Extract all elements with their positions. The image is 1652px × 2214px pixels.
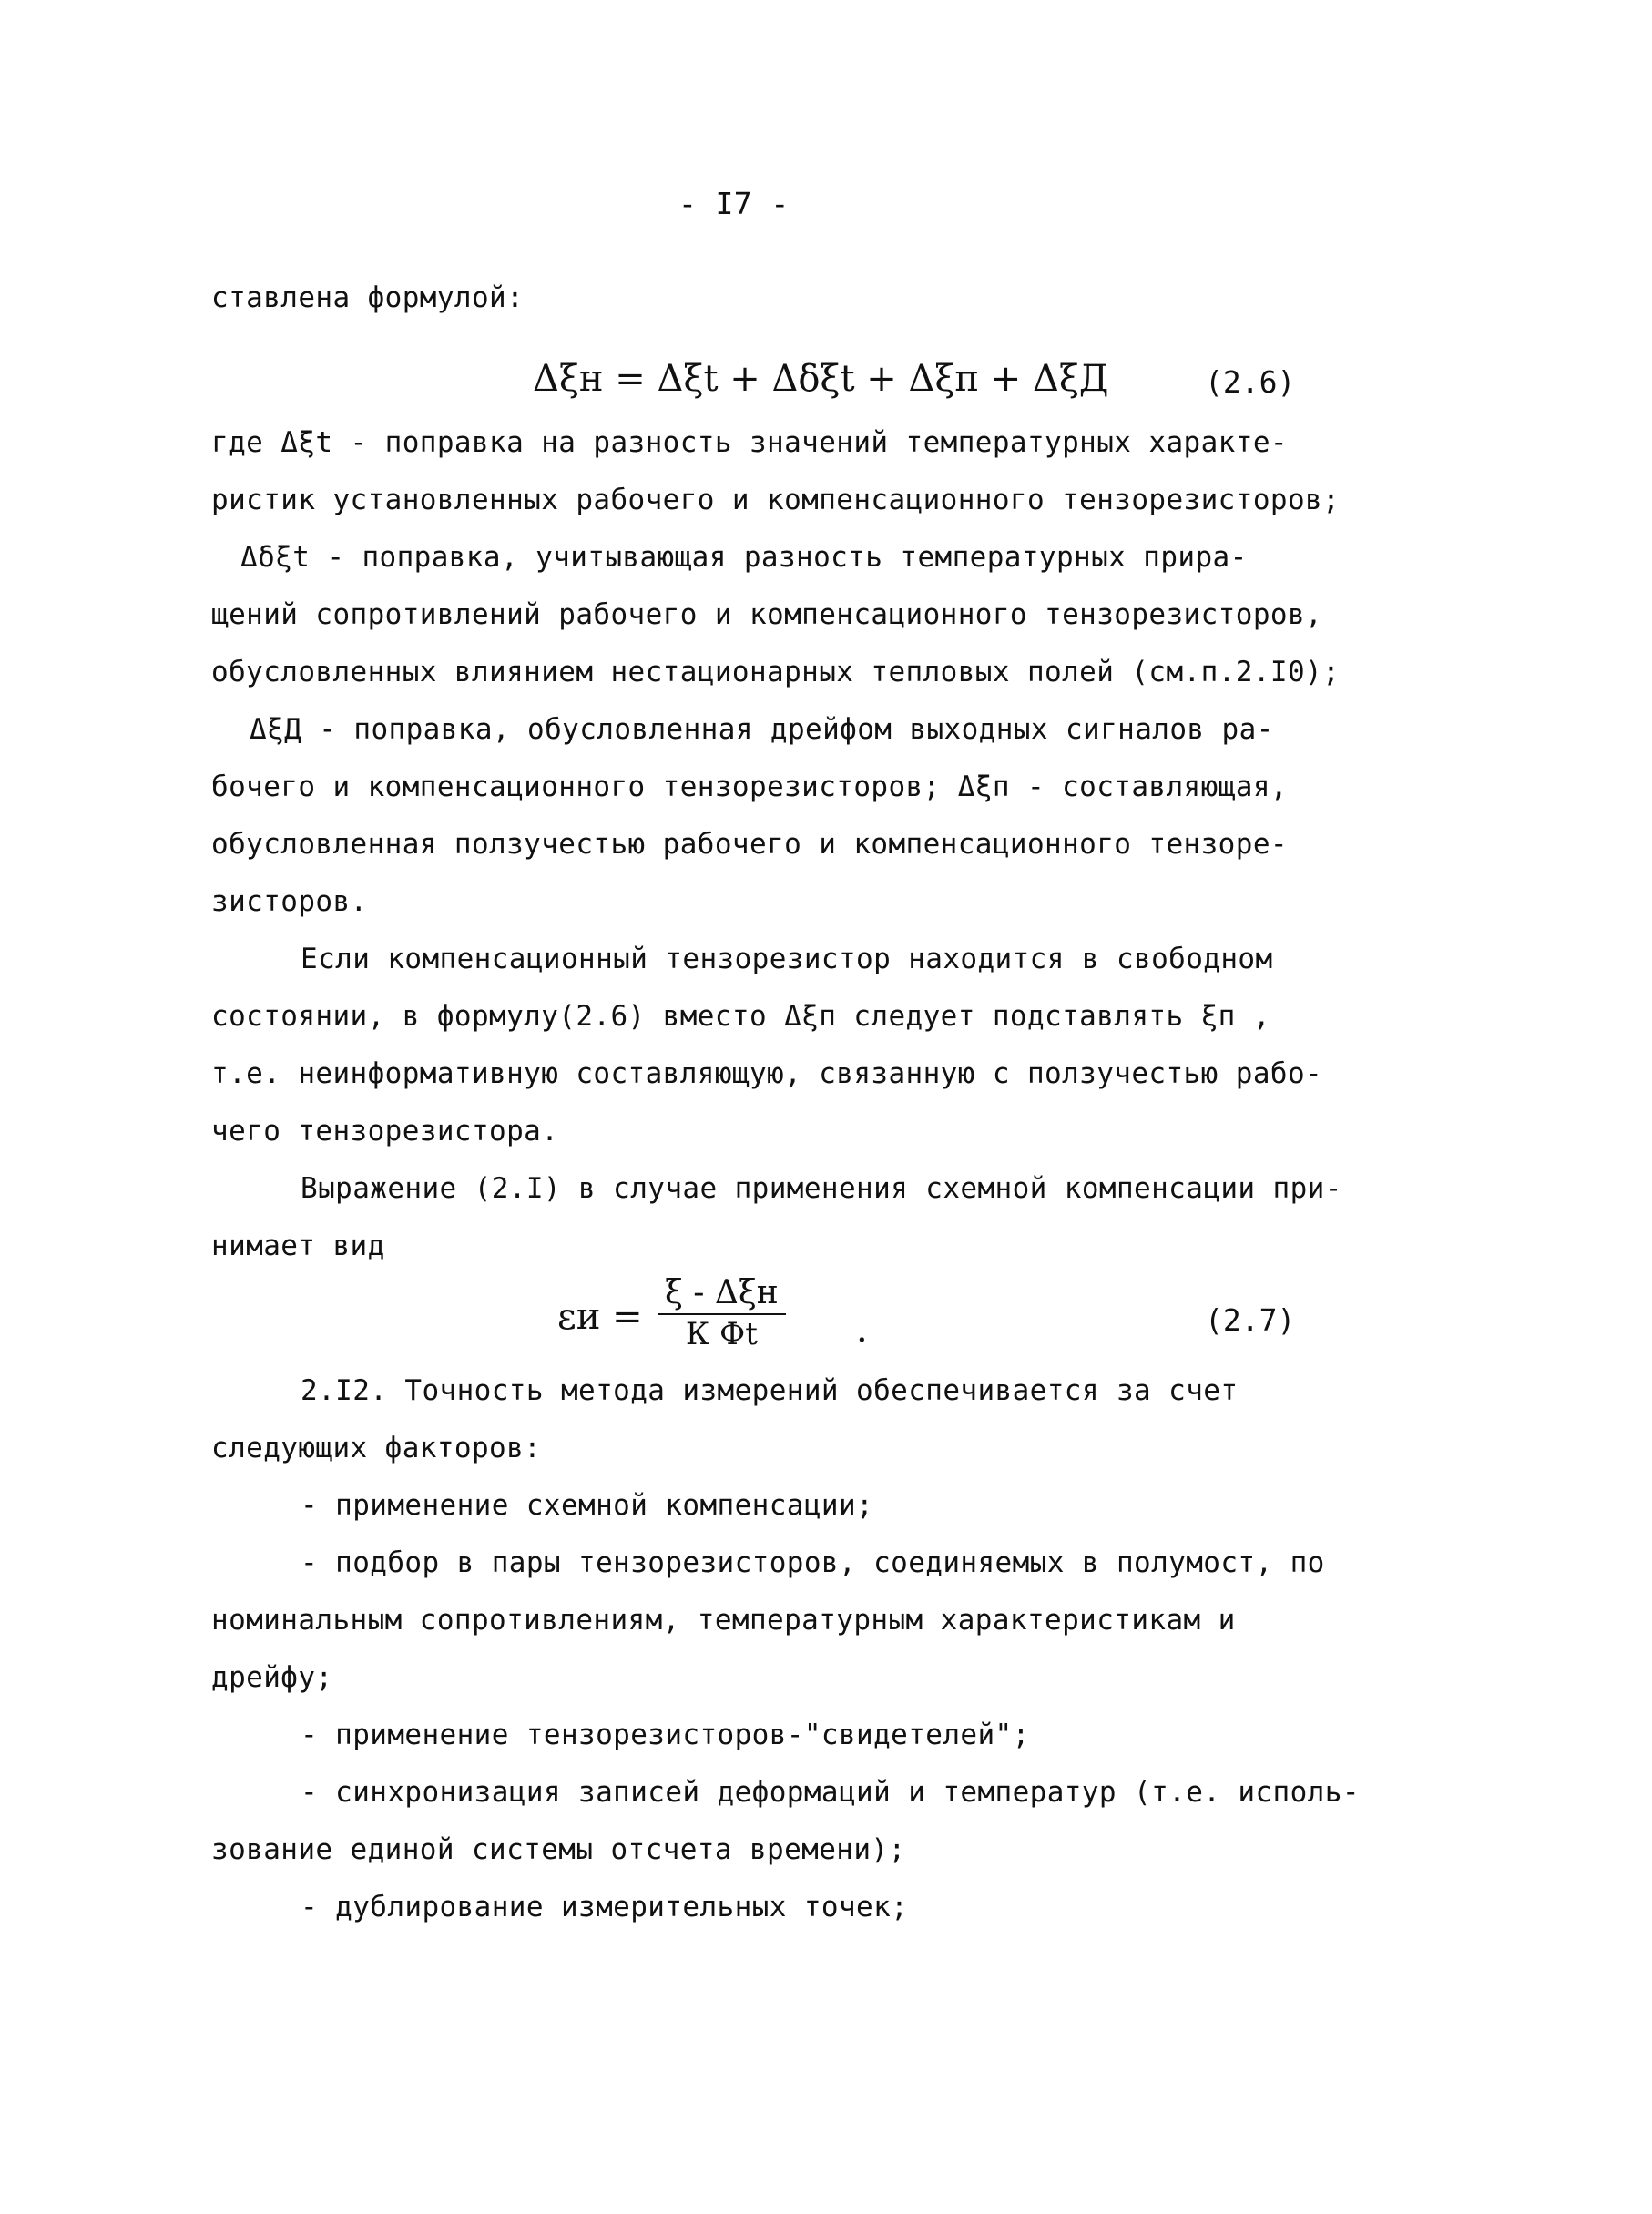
expression-line-1: Выражение (2.I) в случае применения схемной компенсации при- bbox=[301, 1172, 1342, 1205]
definition-line-2: ристик установленных рабочего и компенсационного тензорезисторов; bbox=[211, 484, 1341, 516]
expression-line-2: нимает вид bbox=[211, 1229, 385, 1262]
definition-line-1: где Δξt - поправка на разность значений температурных характе- bbox=[211, 426, 1288, 459]
free-state-line-3: т.е. неинформативную составляющую, связанную с ползучестью рабо- bbox=[211, 1057, 1323, 1090]
definition-line-9: зисторов. bbox=[211, 885, 368, 918]
factor-line-5: - применение тензорезисторов-"свидетелей"; bbox=[301, 1719, 1030, 1751]
equation-2-6-label: (2.6) bbox=[1205, 364, 1296, 400]
free-state-line-4: чего тензорезистора. bbox=[211, 1115, 559, 1148]
factor-line-2: - подбор в пары тензорезисторов, соединяемых в полумост, по bbox=[301, 1546, 1325, 1579]
free-state-line-1: Если компенсационный тензорезистор находится в свободном bbox=[301, 943, 1273, 975]
factor-line-4: дрейфу; bbox=[211, 1661, 333, 1694]
definition-line-7: бочего и компенсационного тензорезисторов; Δξп - составляющая, bbox=[211, 770, 1288, 803]
page-number: - I7 - bbox=[678, 186, 790, 221]
factor-line-1: - применение схемной компенсации; bbox=[301, 1489, 874, 1522]
factor-line-6: - синхронизация записей деформаций и температур (т.е. исполь- bbox=[301, 1776, 1360, 1809]
intro-text: ставлена формулой: bbox=[211, 281, 525, 314]
definition-line-3: Δδξt - поправка, учитывающая разность температурных прира- bbox=[240, 541, 1248, 574]
free-state-line-2: состоянии, в формулу(2.6) вместо Δξп следует подставлять ξп , bbox=[211, 1000, 1270, 1033]
definition-line-8: обусловленная ползучестью рабочего и компенсационного тензоре- bbox=[211, 828, 1288, 861]
definition-line-6: ΔξД - поправка, обусловленная дрейфом выходных сигналов ра- bbox=[250, 713, 1274, 746]
equation-2-7-fraction bbox=[658, 1273, 786, 1353]
section-2-12-line-2: следующих факторов: bbox=[211, 1432, 542, 1464]
section-2-12-line-1: 2.I2. Точность метода измерений обеспечивается за счет bbox=[301, 1374, 1239, 1407]
equation-2-7-numerator: ξ - Δξн bbox=[658, 1273, 786, 1315]
equation-2-7-trailing: . bbox=[856, 1309, 868, 1351]
equation-2-6: Δξн = Δξt + Δδξt + Δξп + ΔξД bbox=[533, 358, 1109, 400]
factor-line-8: - дублирование измерительных точек; bbox=[301, 1891, 909, 1923]
equation-2-7-lhs: εи = bbox=[557, 1296, 643, 1338]
equation-2-7-denominator: К Фt bbox=[685, 1316, 758, 1352]
factor-line-7: зование единой системы отсчета времени); bbox=[211, 1833, 906, 1866]
definition-line-4: щений сопротивлений рабочего и компенсационного тензорезисторов, bbox=[211, 598, 1323, 631]
factor-line-3: номинальным сопротивлениям, температурным характеристикам и bbox=[211, 1604, 1236, 1637]
definition-line-5: обусловленных влиянием нестационарных тепловых полей (см.п.2.I0); bbox=[211, 656, 1341, 689]
equation-2-7-label: (2.7) bbox=[1205, 1302, 1296, 1338]
